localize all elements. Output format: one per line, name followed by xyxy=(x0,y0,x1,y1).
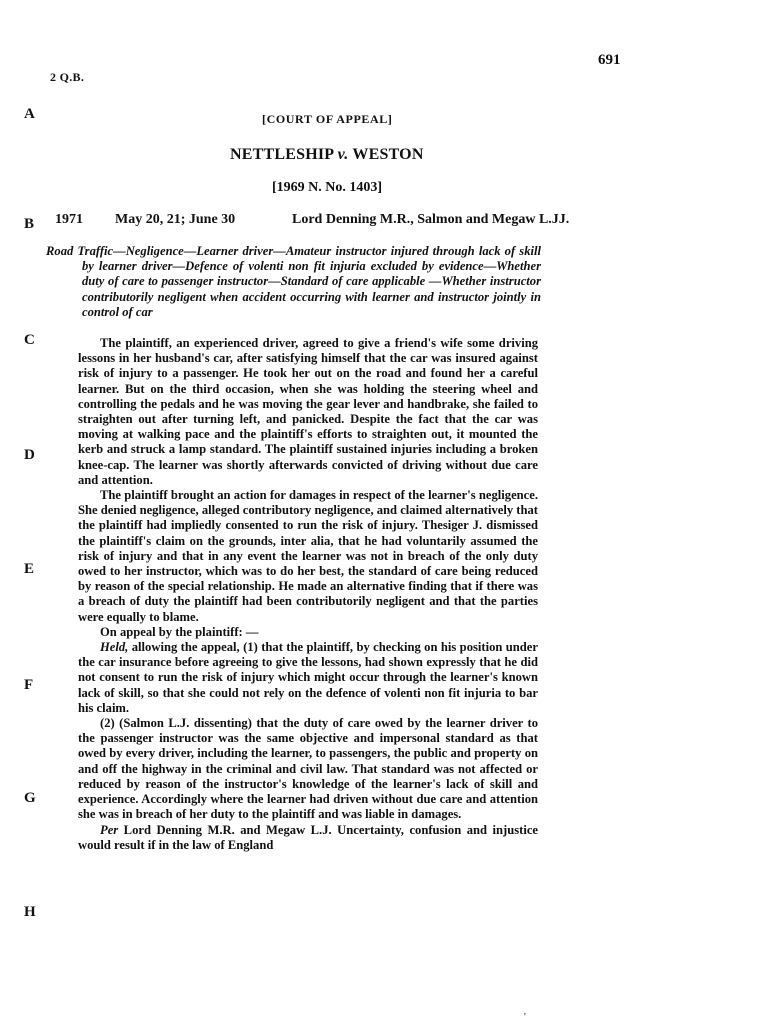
margin-letter-d: D xyxy=(24,447,35,463)
catchwords-text: Road Traffic—Negligence—Learner driver—Amateur instructor injured through lack of skill by learner driver—Defence of volenti non fit injuria excluded by evidence—Whether duty of care to passenger instructor—Standard of care applicable —Whether instructor contributorily negligent when accident occurring with learner and instructor jointly in control of car xyxy=(46,244,541,319)
margin-letter-h: H xyxy=(24,904,36,920)
held-paragraph-2: (2) (Salmon L.J. dissenting) that the duty of care owed by the learner driver to the passenger instructor was the same objective and impersonal standard as that owed by every driver, including the learner, to passengers, the public and property on and off the highway in the criminal and civil law. That standard was not affected or reduced by reason of the instructor's knowledge of the learner's lack of skill and experience. Accordingly where the learner had driven without due care and attention she was in breach of her duty to the plaintiff and was liable in damages. xyxy=(78,716,538,822)
margin-letter-f: F xyxy=(24,677,34,693)
headnote-body xyxy=(78,336,538,853)
margin-letter-a: A xyxy=(24,106,35,122)
catchwords xyxy=(46,244,541,320)
margin-letter-g: G xyxy=(24,790,36,806)
margin-letter-c: C xyxy=(24,332,35,348)
report-reference: 2 Q.B. xyxy=(50,70,85,84)
facts-paragraph: The plaintiff, an experienced driver, agreed to give a friend's wife some driving lessons in her husband's car, after satisfying himself that the car was insured against risk of injury to a passenger. He took her out on the road and found her a careful learner. But on the third occasion, when she was holding the steering wheel and controlling the pedals and he was moving the gear lever and handbrake, she failed to straighten out after turning left, and panicked. Despite the fact that the car was moving at walking pace and the plaintiff's efforts to straighten out, it mounted the kerb and struck a lamp standard. The plaintiff sustained injuries including a broken knee-cap. The learner was shortly afterwards convicted of driving without due care and attention. xyxy=(78,336,538,487)
held-text: allowing the appeal, (1) that the plaintiff, by checking on his position under the car insurance before agreeing to give the lessons, had shown expressly that he did not consent to run the risk of injury which might occur through the learner's known lack of skill, so that she could not rely on the defence of volenti non fit injuria to bar his claim. xyxy=(78,640,538,715)
case-defendant: WESTON xyxy=(352,146,424,163)
hearing-dates: May 20, 21; June 30 xyxy=(115,212,236,227)
proceedings-paragraph: The plaintiff brought an action for damages in respect of the learner's negligence. She denied negligence, alleged contributory negligence, and claimed alternatively that the plaintiff had impliedly consented to run the risk of injury. Thesiger J. dismissed the plaintiff's claim on the grounds, inter alia, that he had voluntarily assumed the risk of injury and that in any event the learner was not in breach of the only duty owed to her instructor, which was to do her best, the standard of care being reduced by reason of the special relationship. He made an alternative finding that if there was a breach of duty the plaintiff had been contributorily negligent and that the parties were equally to blame. xyxy=(78,488,538,624)
case-citation: [1969 N. No. 1403] xyxy=(272,180,383,195)
held-paragraph xyxy=(78,640,538,716)
court-heading: [COURT OF APPEAL] xyxy=(262,112,393,126)
hearing-year: 1971 xyxy=(55,212,83,227)
per-text: Lord Denning M.R. and Megaw L.J. Uncertainty, confusion and injustice would result if in the law of England xyxy=(78,822,538,852)
case-plaintiff: NETTLESHIP xyxy=(230,146,334,163)
held-label: Held, xyxy=(100,640,129,655)
case-versus: v. xyxy=(337,146,349,163)
margin-letter-e: E xyxy=(24,561,35,577)
appeal-line: On appeal by the plaintiff: — xyxy=(100,624,259,639)
page-number: 691 xyxy=(598,52,621,68)
case-title xyxy=(230,146,424,164)
per-label: Per xyxy=(100,822,119,837)
judges: Lord Denning M.R., Salmon and Megaw L.JJ. xyxy=(292,212,570,227)
stray-mark: ' xyxy=(524,1012,526,1023)
margin-letter-b: B xyxy=(24,216,35,232)
per-paragraph xyxy=(78,823,538,853)
